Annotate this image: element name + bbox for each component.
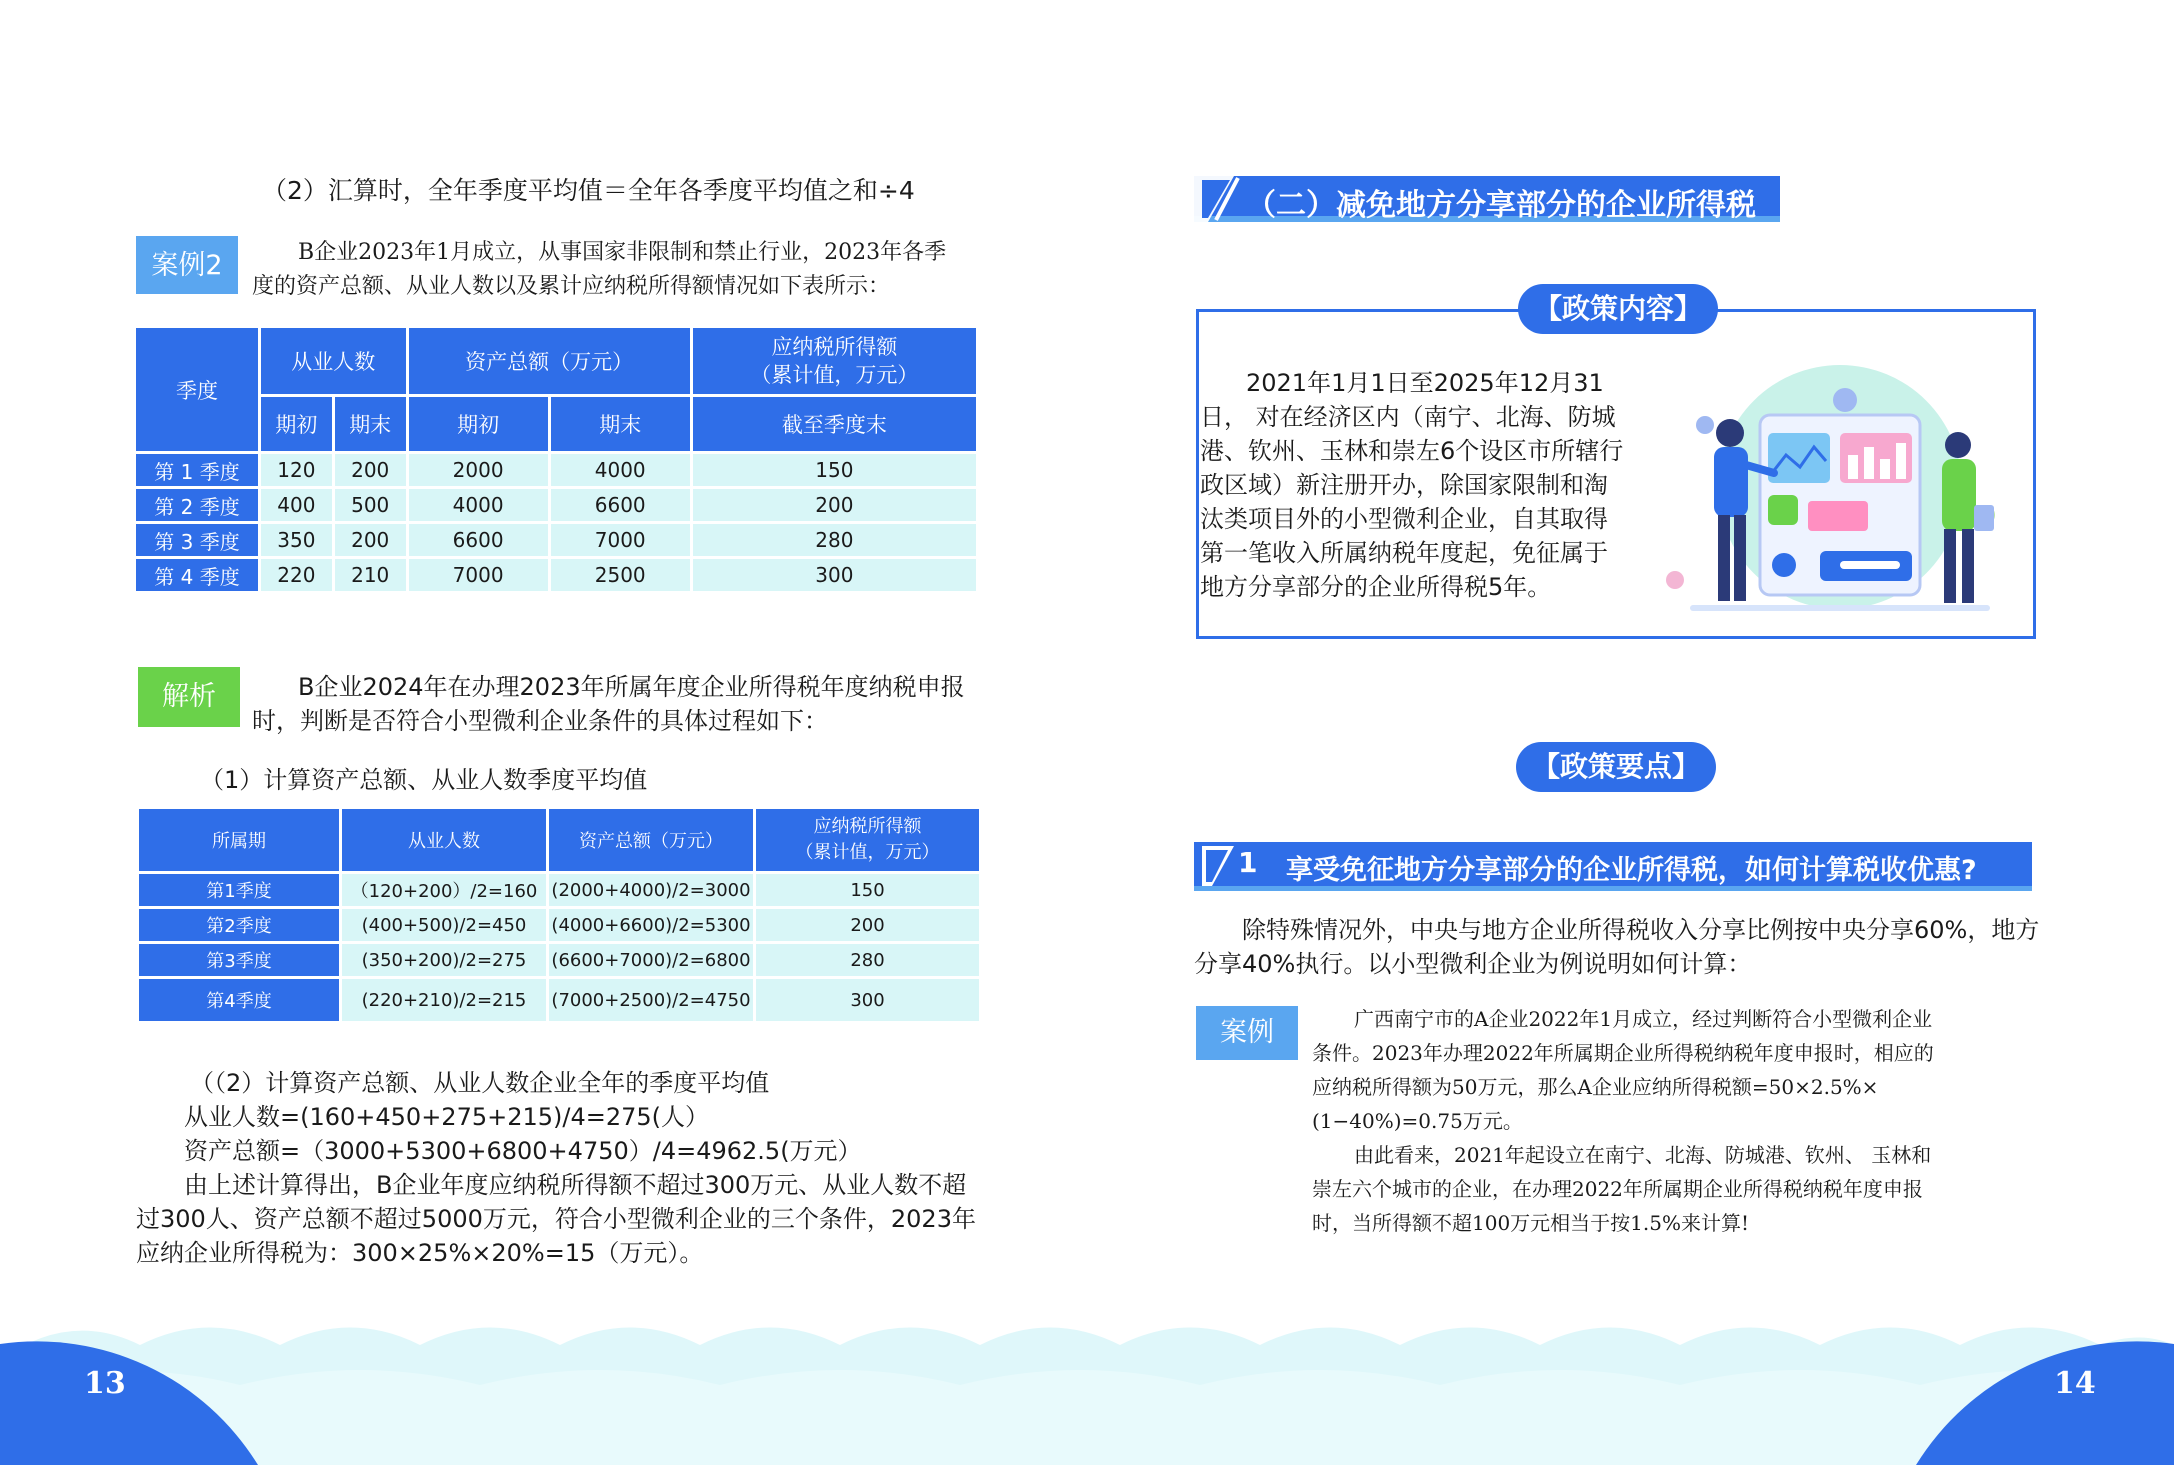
case-line: 崇左六个城市的企业，在办理2022年所属期企业所得税纳税年度申报 xyxy=(1312,1177,1923,1201)
case2-line: B企业2023年1月成立，从事国家非限制和禁止行业，2023年各季 xyxy=(298,240,947,265)
table-row: 第3季度 (350+200)/2=275 (6600+7000)/2=6800 280 xyxy=(139,944,979,976)
case-line: 广西南宁市的A企业2022年1月成立，经过判断符合小型微利企业 xyxy=(1354,1007,1933,1031)
formula-line: （2）汇算时，全年季度平均值＝全年各季度平均值之和÷4 xyxy=(262,176,915,205)
question-number: 1 xyxy=(1238,846,1258,879)
page-number-left: 13 xyxy=(84,1366,126,1401)
analysis-line: 时，判断是否符合小型微利企业条件的具体过程如下： xyxy=(252,707,828,735)
section-title: （二）减免地方分享部分的企业所得税政策 xyxy=(1246,188,1756,267)
step1-heading: （1）计算资产总额、从业人数季度平均值 xyxy=(200,766,648,794)
subheader: 截至季度末 xyxy=(693,397,976,451)
subheader: 期初 xyxy=(409,397,548,451)
intro-line: 除特殊情况外，中央与地方企业所得税收入分享比例按中央分享60%，地方 xyxy=(1242,916,2040,944)
table-row: 第4季度 (220+210)/2=215 (7000+2500)/2=4750 300 xyxy=(139,979,979,1021)
step2-heading: （（2）计算资产总额、从业人数企业全年的季度平均值 xyxy=(190,1069,770,1097)
subheader: 期末 xyxy=(551,397,690,451)
quarterly-data-table xyxy=(133,325,979,594)
case2-line: 度的资产总额、从业人数以及累计应纳税所得额情况如下表所示： xyxy=(252,274,891,299)
section-header xyxy=(1194,176,1780,267)
policy-line: 港、钦州、玉林和崇左6个设区市所辖行 xyxy=(1200,437,1624,465)
case-line: 时，当所得额不超100万元相当于按1.5%来计算! xyxy=(1312,1211,1750,1235)
header-employees: 从业人数 xyxy=(342,809,546,871)
subheader: 期末 xyxy=(335,397,406,451)
subheader: 期初 xyxy=(261,397,332,451)
header-taxable-income: 应纳税所得额 （累计值，万元） xyxy=(693,328,976,394)
header-period: 所属期 xyxy=(139,809,339,871)
intro-line: 分享40%执行。以小型微利企业为例说明如何计算： xyxy=(1194,950,1752,978)
case-line: 由此看来，2021年起设立在南宁、北海、防城港、钦州、 玉林和 xyxy=(1354,1143,1932,1167)
employee-average-calc: 从业人数=(160+450+275+215)/4=275(人） xyxy=(184,1103,710,1131)
policy-line: 2021年1月1日至2025年12月31 xyxy=(1246,369,1604,397)
header-quarter: 季度 xyxy=(136,328,258,451)
policy-line: 第一笔收入所属纳税年度起，免征属于 xyxy=(1200,539,1608,567)
case2-text xyxy=(252,236,946,304)
analysis-line: B企业2024年在办理2023年所属年度企业所得税年度纳税申报 xyxy=(298,673,965,701)
case-text xyxy=(1312,1002,2042,1240)
conclusion-line: 由上述计算得出，B企业年度应纳税所得额不超过300万元、从业人数不超 xyxy=(184,1171,967,1199)
header-employees: 从业人数 xyxy=(261,328,406,394)
business-illustration-icon xyxy=(1650,355,2010,625)
question-title: 享受免征地方分享部分的企业所得税，如何计算税收优惠? xyxy=(1286,855,1977,886)
case-line: 条件。2023年办理2022年所属期企业所得税纳税年度申报时，相应的 xyxy=(1312,1041,1934,1065)
policy-line: 地方分享部分的企业所得税5年。 xyxy=(1200,573,1552,601)
table-row: 第1季度 （120+200）/2=160 (2000+4000)/2=3000 150 xyxy=(139,874,979,906)
table-row: 第 2 季度 400 500 4000 6600 200 xyxy=(136,489,976,521)
header-taxable-income: 应纳税所得额 （累计值，万元） xyxy=(756,809,979,871)
table-row: 第 3 季度 350 200 6600 7000 280 xyxy=(136,524,976,556)
header-assets: 资产总额（万元） xyxy=(409,328,690,394)
policy-content-text xyxy=(1200,366,1630,604)
analysis-text xyxy=(252,670,965,738)
policy-line: 日， 对在经济区内（南宁、北海、防城 xyxy=(1200,403,1616,431)
question-header xyxy=(1194,842,2034,892)
header-assets: 资产总额（万元） xyxy=(549,809,753,871)
policy-content-label: 【政策内容】 xyxy=(1518,284,1718,334)
average-calc-table xyxy=(136,806,982,1024)
footer-wave-decoration xyxy=(0,1300,2174,1465)
policy-line: 政区域）新注册开办，除国家限制和淘 xyxy=(1200,471,1608,499)
case-badge: 案例 xyxy=(1196,1006,1298,1060)
case2-badge: 案例2 xyxy=(136,236,238,294)
asset-average-calc: 资产总额=（3000+5300+6800+4750）/4=4962.5(万元） xyxy=(184,1137,862,1165)
table-row: 第2季度 (400+500)/2=450 (4000+6600)/2=5300 200 xyxy=(139,909,979,941)
conclusion-line: 过300人、资产总额不超过5000万元，符合小型微利企业的三个条件，2023年 xyxy=(136,1205,976,1233)
case-line: 应纳税所得额为50万元，那么A企业应纳所得税额=50×2.5%× xyxy=(1312,1075,1879,1099)
page-number-right: 14 xyxy=(2054,1366,2096,1401)
case-line: (1−40%)=0.75万元。 xyxy=(1312,1109,1523,1133)
table-row: 第 4 季度 220 210 7000 2500 300 xyxy=(136,559,976,591)
table-row: 第 1 季度 120 200 2000 4000 150 xyxy=(136,454,976,486)
policy-line: 汰类项目外的小型微利企业，自其取得 xyxy=(1200,505,1608,533)
policy-points-label: 【政策要点】 xyxy=(1516,742,1716,792)
conclusion-line: 应纳企业所得税为：300×25%×20%=15（万元）。 xyxy=(136,1239,704,1267)
calculation-block xyxy=(136,1066,986,1270)
analysis-badge: 解析 xyxy=(138,667,240,727)
intro-text xyxy=(1194,913,2044,981)
